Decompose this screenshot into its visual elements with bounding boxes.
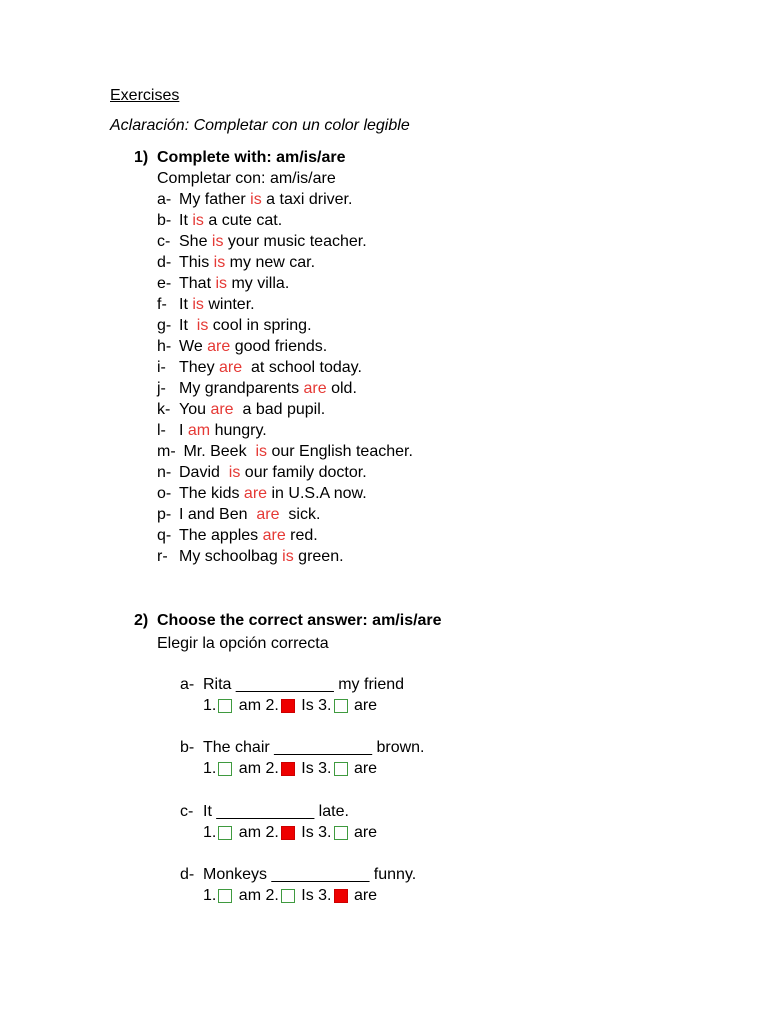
sentence-end: your music teacher.	[223, 233, 367, 250]
answer-word: are	[262, 527, 286, 544]
item-sentence	[179, 421, 267, 441]
option-label: 1.	[203, 824, 217, 841]
option-label: 1.	[203, 887, 217, 904]
question-letter: d-	[180, 866, 195, 883]
sentence-end: red.	[285, 527, 318, 544]
sentence-start: My father	[179, 191, 251, 208]
item-letter: e-	[157, 275, 172, 292]
checkbox[interactable]	[334, 699, 348, 713]
section1-subheading: Completar con: am/is/are	[157, 170, 336, 187]
answer-word: is	[211, 233, 224, 250]
sentence-end: at school today.	[242, 359, 362, 376]
checked-box[interactable]	[281, 762, 295, 776]
item-letter: r-	[157, 548, 168, 565]
item-letter: d-	[157, 254, 172, 271]
sentence-end: my villa.	[227, 275, 290, 292]
sentence-start: Mr. Beek	[179, 443, 256, 460]
answer-word: is	[192, 212, 204, 229]
item-sentence	[179, 232, 367, 252]
question-letter: b-	[180, 739, 195, 756]
checkbox[interactable]	[218, 762, 232, 776]
item-letter: h-	[157, 338, 172, 355]
item-letter: m-	[157, 443, 176, 460]
answer-word: is	[192, 296, 204, 313]
checkbox[interactable]	[218, 826, 232, 840]
sentence-start: They	[179, 359, 220, 376]
section1-heading: Complete with: am/is/are	[157, 149, 346, 166]
item-letter: q-	[157, 527, 172, 544]
answer-word: is	[228, 464, 241, 481]
section2-heading: Choose the correct answer: am/is/are	[157, 612, 442, 629]
item-sentence	[179, 316, 312, 336]
answer-word: is	[255, 443, 268, 460]
sentence-end: in U.S.A now.	[267, 485, 367, 502]
answer-word: is	[196, 317, 209, 334]
option-label: are	[349, 697, 378, 714]
option-label: 1.	[203, 760, 217, 777]
options-row	[203, 823, 377, 843]
sentence-end: hungry.	[210, 422, 267, 439]
page-title: Exercises	[110, 87, 180, 104]
sentence-start: The kids	[179, 485, 244, 502]
answer-word: are	[210, 401, 234, 418]
answer-word: are	[256, 506, 280, 523]
item-sentence	[179, 295, 255, 315]
option-label: am 2.	[234, 887, 279, 904]
answer-word: is	[213, 254, 226, 271]
question-text: It ___________ late.	[203, 803, 349, 820]
answer-word: are	[207, 338, 231, 355]
sentence-start: You	[179, 401, 211, 418]
option-label: am 2.	[234, 760, 279, 777]
sentence-end: sick.	[279, 506, 321, 523]
sentence-end: a cute cat.	[203, 212, 283, 229]
sentence-start: This	[179, 254, 214, 271]
option-label: 1.	[203, 697, 217, 714]
sentence-start: It	[179, 317, 197, 334]
sentence-end: cool in spring.	[208, 317, 312, 334]
item-letter: k-	[157, 401, 171, 418]
item-letter: n-	[157, 464, 172, 481]
question-text: The chair ___________ brown.	[203, 739, 425, 756]
question-text: Rita ___________ my friend	[203, 676, 405, 693]
checked-box[interactable]	[281, 826, 295, 840]
sentence-start: The apples	[179, 527, 263, 544]
item-sentence	[179, 253, 315, 273]
sentence-end: our English teacher.	[267, 443, 413, 460]
item-letter: p-	[157, 506, 172, 523]
sentence-end: good friends.	[230, 338, 328, 355]
item-letter: b-	[157, 212, 172, 229]
item-sentence	[179, 526, 318, 546]
answer-word: are	[219, 359, 243, 376]
item-sentence	[179, 211, 282, 231]
sentence-start: I	[179, 422, 188, 439]
option-label: am 2.	[234, 824, 279, 841]
sentence-end: old.	[326, 380, 357, 397]
item-sentence	[179, 190, 352, 210]
item-letter: g-	[157, 317, 172, 334]
item-letter: j-	[157, 380, 166, 397]
sentence-start: I and Ben	[179, 506, 257, 523]
options-row	[203, 696, 377, 716]
checkbox[interactable]	[334, 826, 348, 840]
option-label: are	[349, 887, 378, 904]
item-letter: f-	[157, 296, 167, 313]
checked-box[interactable]	[281, 699, 295, 713]
option-label: are	[349, 824, 378, 841]
checkbox[interactable]	[281, 889, 295, 903]
item-sentence	[179, 463, 367, 483]
sentence-start: My grandparents	[179, 380, 304, 397]
sentence-end: green.	[293, 548, 344, 565]
sentence-start: David	[179, 464, 229, 481]
item-sentence	[179, 358, 362, 378]
sentence-start: She	[179, 233, 212, 250]
item-sentence	[179, 400, 325, 420]
sentence-start: It	[179, 212, 193, 229]
item-letter: i-	[157, 359, 166, 376]
answer-word: is	[250, 191, 262, 208]
answer-word: are	[303, 380, 327, 397]
section2-number: 2)	[134, 612, 149, 629]
checked-box[interactable]	[334, 889, 348, 903]
option-label: Is 3.	[296, 760, 332, 777]
sentence-start: My schoolbag	[179, 548, 283, 565]
question-letter: a-	[180, 676, 195, 693]
sentence-end: a bad pupil.	[233, 401, 326, 418]
question-letter: c-	[180, 803, 194, 820]
option-label: am 2.	[234, 697, 279, 714]
item-sentence	[179, 337, 327, 357]
item-letter: c-	[157, 233, 171, 250]
sentence-end: our family doctor.	[240, 464, 367, 481]
options-row	[203, 886, 377, 906]
section1-number: 1)	[134, 149, 149, 166]
item-letter: a-	[157, 191, 172, 208]
item-sentence	[179, 547, 344, 567]
question-text: Monkeys ___________ funny.	[203, 866, 417, 883]
item-sentence	[179, 484, 367, 504]
checkbox[interactable]	[218, 889, 232, 903]
option-label: Is 3.	[296, 824, 332, 841]
section2-subheading: Elegir la opción correcta	[157, 635, 329, 652]
sentence-end: a taxi driver.	[261, 191, 353, 208]
sentence-start: We	[179, 338, 208, 355]
options-row	[203, 759, 377, 779]
answer-word: are	[243, 485, 268, 502]
clarification-note: Aclaración: Completar con un color legible	[110, 117, 410, 134]
item-sentence	[179, 505, 320, 525]
sentence-start: That	[179, 275, 216, 292]
item-sentence	[179, 274, 289, 294]
answer-word: is	[215, 275, 228, 292]
answer-word: is	[282, 548, 294, 565]
item-letter: o-	[157, 485, 172, 502]
option-label: Is 3.	[296, 697, 332, 714]
answer-word: am	[187, 422, 211, 439]
item-sentence	[179, 379, 357, 399]
item-sentence	[179, 442, 413, 462]
sentence-end: winter.	[203, 296, 255, 313]
option-label: Is 3.	[296, 887, 332, 904]
sentence-end: my new car.	[225, 254, 316, 271]
option-label: are	[349, 760, 378, 777]
checkbox[interactable]	[218, 699, 232, 713]
checkbox[interactable]	[334, 762, 348, 776]
item-letter: l-	[157, 422, 166, 439]
sentence-start: It	[179, 296, 193, 313]
